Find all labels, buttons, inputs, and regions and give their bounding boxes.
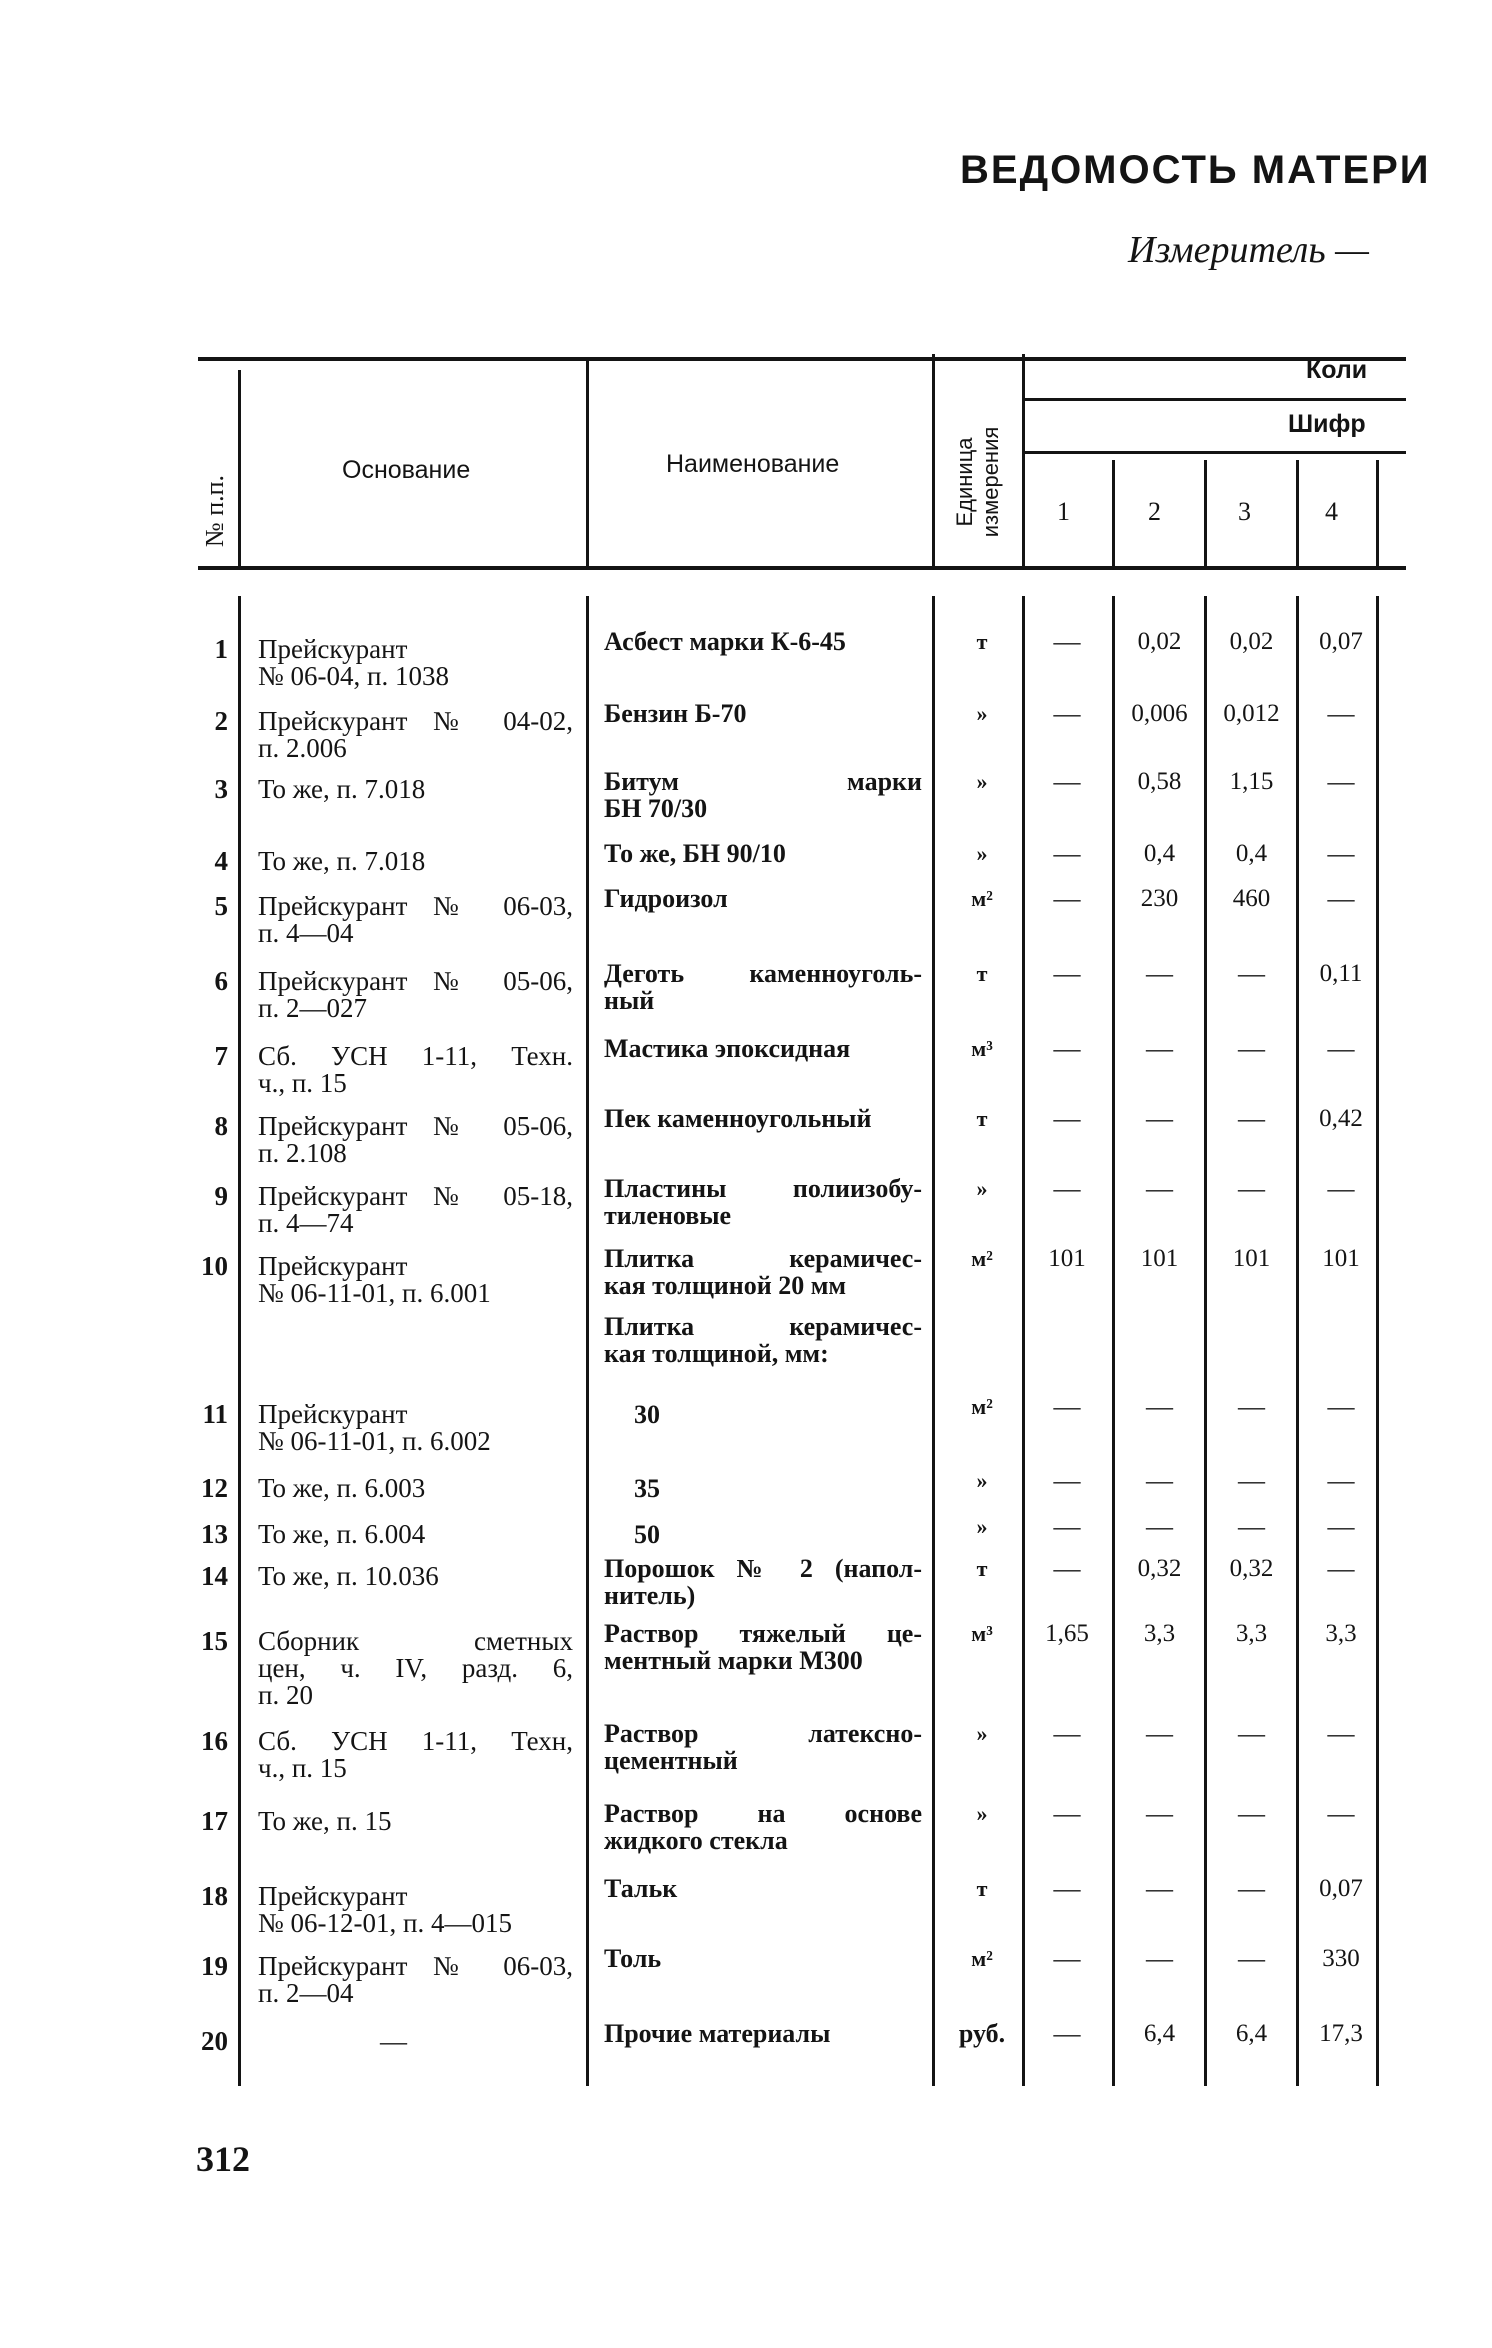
row-number: 4 bbox=[214, 846, 228, 876]
name-text: Плитка керамичес- bbox=[604, 1312, 922, 1341]
basis-text: Прейскурант № 06-03, bbox=[258, 1951, 573, 1981]
quantity-col-2: — bbox=[1146, 1873, 1173, 1903]
basis-text: ч., п. 15 bbox=[258, 1068, 347, 1098]
quantity-col-1: — bbox=[1053, 1943, 1081, 1973]
name-text: 50 bbox=[634, 1520, 660, 1549]
basis-text: Прейскурант № 06-03, bbox=[258, 891, 573, 921]
name-text: Гидроизол bbox=[604, 884, 728, 913]
table-header-bottom-rule bbox=[198, 566, 1406, 570]
basis-text: Прейскурант № 05-06, bbox=[258, 966, 573, 996]
name-text: 30 bbox=[634, 1400, 660, 1429]
basis-text: Прейскурант № 05-18, bbox=[258, 1181, 573, 1211]
quantity-col-1: — bbox=[1053, 1391, 1081, 1421]
quantity-col-1: — bbox=[1053, 2018, 1081, 2048]
unit-text: м² bbox=[971, 1394, 993, 1419]
quantity-col-2: 0,02 bbox=[1137, 628, 1182, 655]
column-divider bbox=[1296, 460, 1299, 570]
quantity-col-3: — bbox=[1238, 1033, 1265, 1063]
name-text: То же, БН 90/10 bbox=[604, 839, 786, 868]
name-text: Плитка керамичес- bbox=[604, 1244, 922, 1273]
quantity-col-2: — bbox=[1146, 1718, 1173, 1748]
quantity-col-3: 0,012 bbox=[1223, 700, 1280, 727]
cipher-header-rule bbox=[1022, 451, 1406, 454]
row-number: 15 bbox=[201, 1626, 228, 1656]
quantity-col-4: 0,07 bbox=[1319, 1875, 1363, 1902]
name-text: 35 bbox=[634, 1474, 660, 1503]
unit-text: т bbox=[976, 961, 988, 986]
basis-text: № 06-11-01, п. 6.002 bbox=[258, 1426, 491, 1456]
basis-text: — bbox=[380, 2026, 407, 2056]
quantity-col-3: — bbox=[1238, 1943, 1265, 1973]
quantity-col-3: 3,3 bbox=[1235, 1620, 1268, 1647]
unit-text: м³ bbox=[971, 1621, 993, 1646]
header-qty: Коли bbox=[1306, 356, 1368, 384]
basis-text: То же, п. 10.036 bbox=[258, 1561, 439, 1591]
basis-text: Прейскурант bbox=[258, 1881, 408, 1911]
quantity-col-4: — bbox=[1327, 1033, 1355, 1063]
name-text: кая толщиной, мм: bbox=[604, 1339, 829, 1368]
quantity-col-4: — bbox=[1327, 838, 1355, 868]
basis-text: № 06-12-01, п. 4—015 bbox=[258, 1908, 512, 1938]
name-text: тиленовые bbox=[604, 1201, 732, 1230]
quantity-col-2: — bbox=[1146, 1798, 1173, 1828]
name-text: Асбест марки К-6-45 bbox=[604, 627, 846, 656]
header-col-1: 1 bbox=[1057, 497, 1070, 526]
name-text: Раствор на основе bbox=[604, 1799, 922, 1828]
column-divider bbox=[1022, 354, 1025, 570]
quantity-col-2: 101 bbox=[1140, 1245, 1179, 1272]
unit-text: » bbox=[976, 1801, 988, 1826]
unit-text: » bbox=[976, 769, 988, 794]
page-number: 312 bbox=[196, 2139, 250, 2179]
quantity-col-3: 0,4 bbox=[1235, 840, 1268, 867]
name-text: цементный bbox=[604, 1746, 738, 1775]
quantity-col-1: — bbox=[1053, 958, 1081, 988]
name-text: Толь bbox=[604, 1944, 662, 1973]
quantity-col-3: 0,32 bbox=[1229, 1555, 1274, 1582]
basis-text: Сборник сметных bbox=[258, 1626, 573, 1656]
name-text: Пластины полиизобу- bbox=[604, 1174, 922, 1203]
quantity-col-2: — bbox=[1146, 1391, 1173, 1421]
quantity-col-3: 6,4 bbox=[1235, 2020, 1268, 2047]
quantity-col-3: — bbox=[1238, 958, 1265, 988]
quantity-col-1: — bbox=[1053, 1873, 1081, 1903]
basis-text: Прейскурант № 05-06, bbox=[258, 1111, 573, 1141]
header-col-4: 4 bbox=[1325, 497, 1338, 526]
quantity-col-2: — bbox=[1146, 1103, 1173, 1133]
page-title: ВЕДОМОСТЬ МАТЕРИ bbox=[960, 148, 1431, 192]
basis-text: № 06-04, п. 1038 bbox=[258, 661, 449, 691]
quantity-col-1: 1,65 bbox=[1045, 1620, 1089, 1647]
quantity-col-4: — bbox=[1327, 1173, 1355, 1203]
name-text: Мастика эпоксидная bbox=[604, 1034, 851, 1063]
column-divider bbox=[586, 360, 589, 570]
quantity-col-3: — bbox=[1238, 1391, 1265, 1421]
quantity-col-2: — bbox=[1146, 1511, 1173, 1541]
row-number: 7 bbox=[214, 1041, 228, 1071]
quantity-col-2: — bbox=[1146, 958, 1173, 988]
basis-text: цен, ч. IV, разд. 6, bbox=[258, 1653, 573, 1683]
table-top-rule bbox=[198, 357, 1406, 361]
basis-text: То же, п. 7.018 bbox=[258, 846, 426, 876]
quantity-col-1: — bbox=[1053, 1465, 1081, 1495]
quantity-col-3: — bbox=[1238, 1103, 1265, 1133]
basis-text: п. 20 bbox=[258, 1680, 313, 1710]
quantity-col-4: — bbox=[1327, 883, 1355, 913]
quantity-col-3: — bbox=[1238, 1465, 1265, 1495]
basis-text: Сб. УСН 1-11, Техн, bbox=[258, 1726, 573, 1756]
quantity-col-3: — bbox=[1238, 1173, 1265, 1203]
basis-text: ч., п. 15 bbox=[258, 1753, 347, 1783]
basis-text: Прейскурант bbox=[258, 1399, 408, 1429]
name-text: Тальк bbox=[604, 1874, 678, 1903]
column-divider bbox=[1204, 460, 1207, 570]
quantity-col-3: 460 bbox=[1232, 885, 1271, 912]
quantity-col-2: 230 bbox=[1140, 885, 1179, 912]
quantity-col-4: 330 bbox=[1322, 1945, 1360, 1972]
name-text: нитель) bbox=[604, 1581, 696, 1610]
quantity-col-4: 3,3 bbox=[1325, 1620, 1357, 1647]
quantity-col-2: 3,3 bbox=[1143, 1620, 1176, 1647]
header-basis: Основание bbox=[342, 456, 471, 484]
page-subtitle: Измеритель — bbox=[1128, 229, 1369, 271]
quantity-col-4: 101 bbox=[1322, 1245, 1360, 1272]
quantity-col-1: — bbox=[1053, 766, 1081, 796]
quantity-col-4: — bbox=[1327, 1553, 1355, 1583]
row-number: 14 bbox=[201, 1561, 228, 1591]
basis-text: п. 2.006 bbox=[258, 733, 347, 763]
row-number: 9 bbox=[214, 1181, 228, 1211]
column-divider bbox=[1112, 596, 1115, 2086]
row-number: 1 bbox=[214, 634, 228, 664]
quantity-col-1: — bbox=[1053, 1103, 1081, 1133]
unit-text: т bbox=[976, 1106, 988, 1131]
quantity-col-3: — bbox=[1238, 1873, 1265, 1903]
column-divider bbox=[932, 354, 935, 570]
quantity-col-4: — bbox=[1327, 1391, 1355, 1421]
basis-text: п. 2—04 bbox=[258, 1978, 354, 2008]
quantity-col-2: 6,4 bbox=[1143, 2020, 1176, 2047]
name-text: Прочие материалы bbox=[604, 2019, 831, 2048]
unit-text: т bbox=[976, 1556, 988, 1581]
column-divider bbox=[1022, 596, 1025, 2086]
basis-text: То же, п. 6.004 bbox=[258, 1519, 426, 1549]
quantity-col-2: 0,006 bbox=[1131, 700, 1188, 727]
quantity-col-3: — bbox=[1238, 1798, 1265, 1828]
basis-text: Сб. УСН 1-11, Техн. bbox=[258, 1041, 573, 1071]
quantity-col-2: — bbox=[1146, 1033, 1173, 1063]
unit-text: » bbox=[976, 841, 988, 866]
basis-text: То же, п. 15 bbox=[258, 1806, 392, 1836]
row-number: 18 bbox=[201, 1881, 228, 1911]
unit-text: м² bbox=[971, 886, 993, 911]
basis-text: Прейскурант bbox=[258, 1251, 408, 1281]
column-divider bbox=[1376, 460, 1379, 570]
quantity-col-3: 101 bbox=[1232, 1245, 1271, 1272]
quantity-col-4: — bbox=[1327, 1465, 1355, 1495]
column-divider bbox=[1376, 596, 1379, 2086]
name-text: ментный марки М300 bbox=[604, 1646, 863, 1675]
quantity-col-2: — bbox=[1146, 1943, 1173, 1973]
basis-text: п. 2.108 bbox=[258, 1138, 347, 1168]
name-text: Раствор латексно- bbox=[604, 1719, 922, 1748]
quantity-col-2: 0,32 bbox=[1137, 1555, 1182, 1582]
name-text: Порошок № 2 (напол- bbox=[604, 1554, 922, 1583]
unit-text: м² bbox=[971, 1946, 993, 1971]
name-text: жидкого стекла bbox=[604, 1826, 788, 1855]
quantity-col-4: 17,3 bbox=[1319, 2020, 1363, 2047]
name-text: Деготь каменноуголь- bbox=[604, 959, 922, 988]
name-text: Раствор тяжелый це- bbox=[604, 1619, 922, 1648]
unit-text: » bbox=[976, 1514, 988, 1539]
column-divider bbox=[1204, 596, 1207, 2086]
quantity-col-2: 0,4 bbox=[1143, 840, 1176, 867]
column-divider bbox=[238, 370, 241, 570]
column-divider bbox=[586, 596, 589, 2086]
unit-text: » bbox=[976, 701, 988, 726]
name-text: кая толщиной 20 мм bbox=[604, 1271, 847, 1300]
quantity-col-1: — bbox=[1053, 1553, 1081, 1583]
header-col-3: 3 bbox=[1238, 497, 1251, 526]
basis-text: Прейскурант № 04-02, bbox=[258, 706, 573, 736]
row-number: 13 bbox=[201, 1519, 228, 1549]
row-number: 20 bbox=[201, 2026, 228, 2056]
name-text: Пек каменноугольный bbox=[604, 1104, 872, 1133]
row-number: 3 bbox=[214, 774, 228, 804]
name-text: Бензин Б-70 bbox=[604, 699, 747, 728]
basis-text: То же, п. 7.018 bbox=[258, 774, 426, 804]
quantity-col-1: — bbox=[1053, 1718, 1081, 1748]
quantity-col-4: — bbox=[1327, 766, 1355, 796]
row-number: 17 bbox=[201, 1806, 228, 1836]
row-number: 6 bbox=[214, 966, 228, 996]
column-divider bbox=[238, 596, 241, 2086]
row-number: 12 bbox=[201, 1473, 228, 1503]
name-text: БН 70/30 bbox=[604, 794, 708, 823]
basis-text: п. 2—027 bbox=[258, 993, 367, 1023]
basis-text: Прейскурант bbox=[258, 634, 408, 664]
quantity-col-1: — bbox=[1053, 698, 1081, 728]
name-text: ный bbox=[604, 986, 655, 1015]
basis-text: То же, п. 6.003 bbox=[258, 1473, 426, 1503]
basis-text: п. 4—74 bbox=[258, 1208, 354, 1238]
quantity-col-3: — bbox=[1238, 1511, 1265, 1541]
name-text: Битум марки bbox=[604, 767, 922, 796]
unit-text: » bbox=[976, 1721, 988, 1746]
quantity-col-3: 0,02 bbox=[1229, 628, 1274, 655]
quantity-col-2: — bbox=[1146, 1173, 1173, 1203]
row-number: 8 bbox=[214, 1111, 228, 1141]
unit-text: м³ bbox=[971, 1036, 993, 1061]
column-divider bbox=[932, 596, 935, 2086]
unit-text: м² bbox=[971, 1246, 993, 1271]
quantity-col-4: — bbox=[1327, 1511, 1355, 1541]
quantity-col-1: — bbox=[1053, 1798, 1081, 1828]
row-number: 11 bbox=[202, 1399, 228, 1429]
header-unit: Единица измерения bbox=[952, 426, 1003, 538]
column-divider bbox=[1112, 460, 1115, 570]
header-num: № п.п. bbox=[200, 474, 229, 548]
quantity-col-4: 0,11 bbox=[1319, 960, 1363, 987]
quantity-col-1: — bbox=[1053, 1173, 1081, 1203]
quantity-col-4: 0,07 bbox=[1319, 628, 1363, 655]
quantity-col-3: 1,15 bbox=[1229, 768, 1274, 795]
row-number: 16 bbox=[201, 1726, 228, 1756]
quantity-col-2: 0,58 bbox=[1137, 768, 1182, 795]
header-name: Наименование bbox=[666, 450, 840, 478]
quantity-col-1: — bbox=[1053, 626, 1081, 656]
quantity-col-1: — bbox=[1053, 1511, 1081, 1541]
quantity-col-1: — bbox=[1053, 838, 1081, 868]
row-number: 2 bbox=[214, 706, 228, 736]
quantity-col-1: — bbox=[1053, 1033, 1081, 1063]
unit-text: т bbox=[976, 1876, 988, 1901]
header-col-2: 2 bbox=[1148, 497, 1161, 526]
quantity-col-2: — bbox=[1146, 1465, 1173, 1495]
quantity-col-1: — bbox=[1053, 883, 1081, 913]
quantity-col-4: — bbox=[1327, 1718, 1355, 1748]
row-number: 19 bbox=[201, 1951, 228, 1981]
quantity-col-3: — bbox=[1238, 1718, 1265, 1748]
unit-text: » bbox=[976, 1468, 988, 1493]
qty-header-rule bbox=[1022, 398, 1406, 401]
unit-text: руб. bbox=[958, 2019, 1006, 2048]
header-cipher: Шифр bbox=[1288, 410, 1366, 438]
row-number: 5 bbox=[214, 891, 228, 921]
basis-text: № 06-11-01, п. 6.001 bbox=[258, 1278, 491, 1308]
unit-text: т bbox=[976, 629, 988, 654]
quantity-col-4: 0,42 bbox=[1319, 1105, 1363, 1132]
row-number: 10 bbox=[201, 1251, 228, 1281]
quantity-col-4: — bbox=[1327, 1798, 1355, 1828]
quantity-col-1: 101 bbox=[1048, 1245, 1086, 1272]
basis-text: п. 4—04 bbox=[258, 918, 354, 948]
column-divider bbox=[1296, 596, 1299, 2086]
quantity-col-4: — bbox=[1327, 698, 1355, 728]
unit-text: » bbox=[976, 1176, 988, 1201]
